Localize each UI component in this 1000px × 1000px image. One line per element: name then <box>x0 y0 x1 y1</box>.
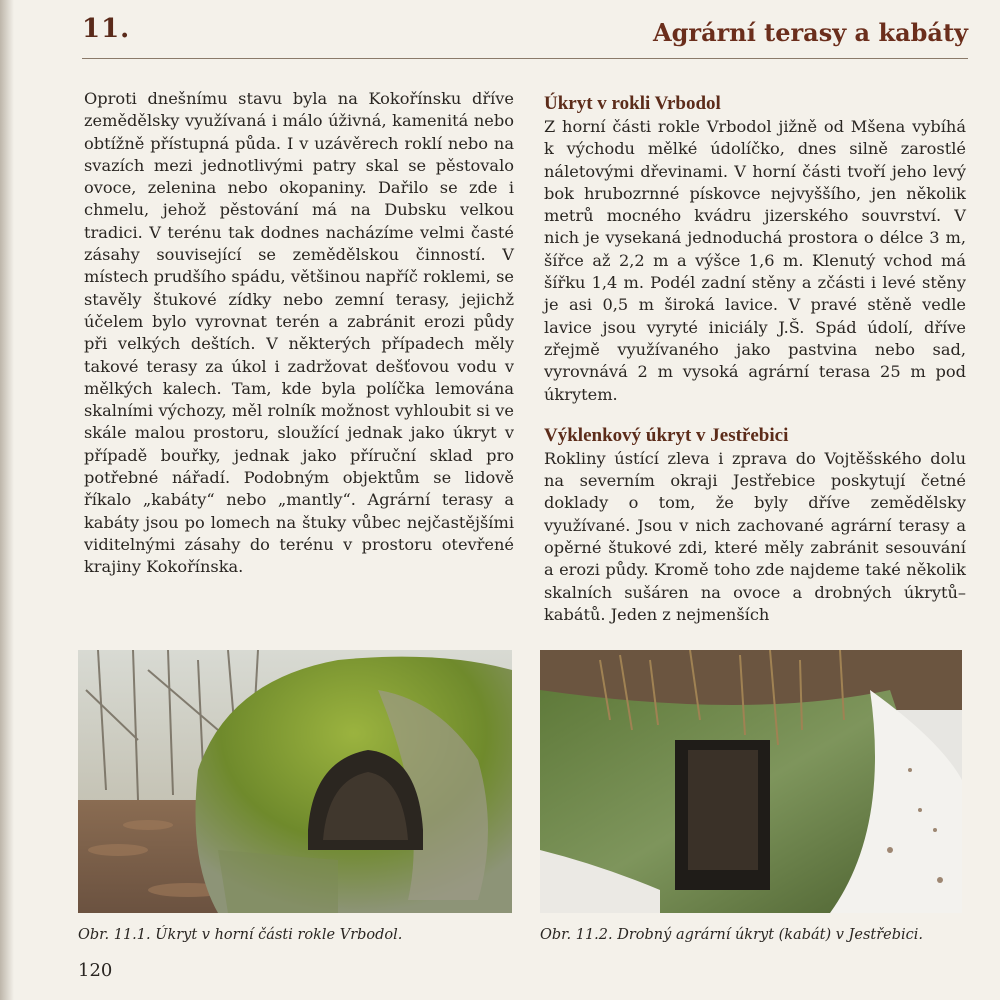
chapter-number: 11. <box>82 14 131 44</box>
figure-caption-right: Obr. 11.2. Drobný agrární úkryt (kabát) v Jestřebici. <box>540 927 924 943</box>
section-text-jestrebice: Rokliny ústící zleva i zprava do Vojtěšského dolu na severním okraji Jestřebice poskytují četné doklady o tom, že byly dříve zemědělsky využívané. Jsou v nich zachované agrární terasy a opěrné štukové zdi, které měly zabránit sesouvání a erozi půdy. Kromě toho zde najdeme také několik skalních sušáren na ovoce a drobných úkrytů–kabátů. Jeden z nejmenších <box>544 448 966 624</box>
section-heading-vrbodol: Úkryt v rokli Vrbodol <box>544 93 721 114</box>
rock-shelter-photo-jestrebice <box>540 650 962 913</box>
section-heading-jestrebice: Výklenkový úkryt v Jestřebici <box>544 424 789 446</box>
photo-vrbodol-shelter <box>78 650 512 913</box>
page-number: 120 <box>78 960 113 981</box>
photo-jestrebice-shelter <box>540 650 962 913</box>
header-rule <box>82 58 968 59</box>
figure-caption-left: Obr. 11.1. Úkryt v horní části rokle Vrbodol. <box>78 927 403 943</box>
body-paragraph: Oproti dnešnímu stavu byla na Kokořínsku dříve zemědělsky využívaná i málo úživná, kamenitá nebo obtížně přístupná půda. I v uzávěrech roklí nebo na svazích mezi jednotlivými patry skal se pěstovalo ovoce, zelenina nebo okopaniny. Dařilo se zde i chmelu, jehož pěstování má na Dubsku velkou tradici. V terénu tak dodnes nacházíme velmi časté zásahy související se zemědělskou činností. V místech prudšího spádu, většinou napříč roklemi, se stavěly štukové zídky nebo zemní terasy, jejichž účelem bylo vyrovnat terén a zabránit erozi půdy při velkých deštích. V některých případech měly takové terasy za úkol i zadržovat dešťovou vodu v mělkých kalech. Tam, kde byla políčka lemována skalními výchozy, měl rolník možnost vyhloubit si ve skále malou prostoru, sloužící jednak jako úkryt v případě bouřky, jednak jako příruční sklad pro potřebné nářadí. Podobným objektům se lidově říkalo „kabáty“ nebo „mantly“. Agrární terasy a kabáty jsou po lomech na štuky vůbec nejčastějšími viditelnými zásahy do terénu v prostoru otevřené krajiny Kokořínska. <box>84 89 514 577</box>
section-text-vrbodol: Z horní části rokle Vrbodol jižně od Mšena vybíhá k východu mělké údolíčko, dnes silně zarostlé náletovými dřevinami. V horní části tvoří jeho levý bok hrubozrnné pískovce nejvyššího, jen několik metrů mocného kvádru jizerského souvrství. V nich je vysekaná jednoduchá prostora o délce 3 m, šířce až 2,2 m a výšce 1,6 m. Klenutý vchod má šířku 1,4 m. Podél zadní stěny a zčásti i levé stěny je asi 0,5 m široká lavice. V pravé stěně vedle lavice jsou vyryté iniciály J.Š. Spád údolí, dříve zřejmě využívaného jako pastvina nebo sad, vyrovnává 2 m vysoká agrární terasa 25 m pod úkrytem. <box>544 117 966 404</box>
rock-shelter-photo-vrbodol <box>78 650 512 913</box>
left-column <box>84 88 514 579</box>
right-column <box>544 88 966 626</box>
page-gutter-shadow <box>0 0 14 1000</box>
chapter-title: Agrární terasy a kabáty <box>653 18 968 47</box>
